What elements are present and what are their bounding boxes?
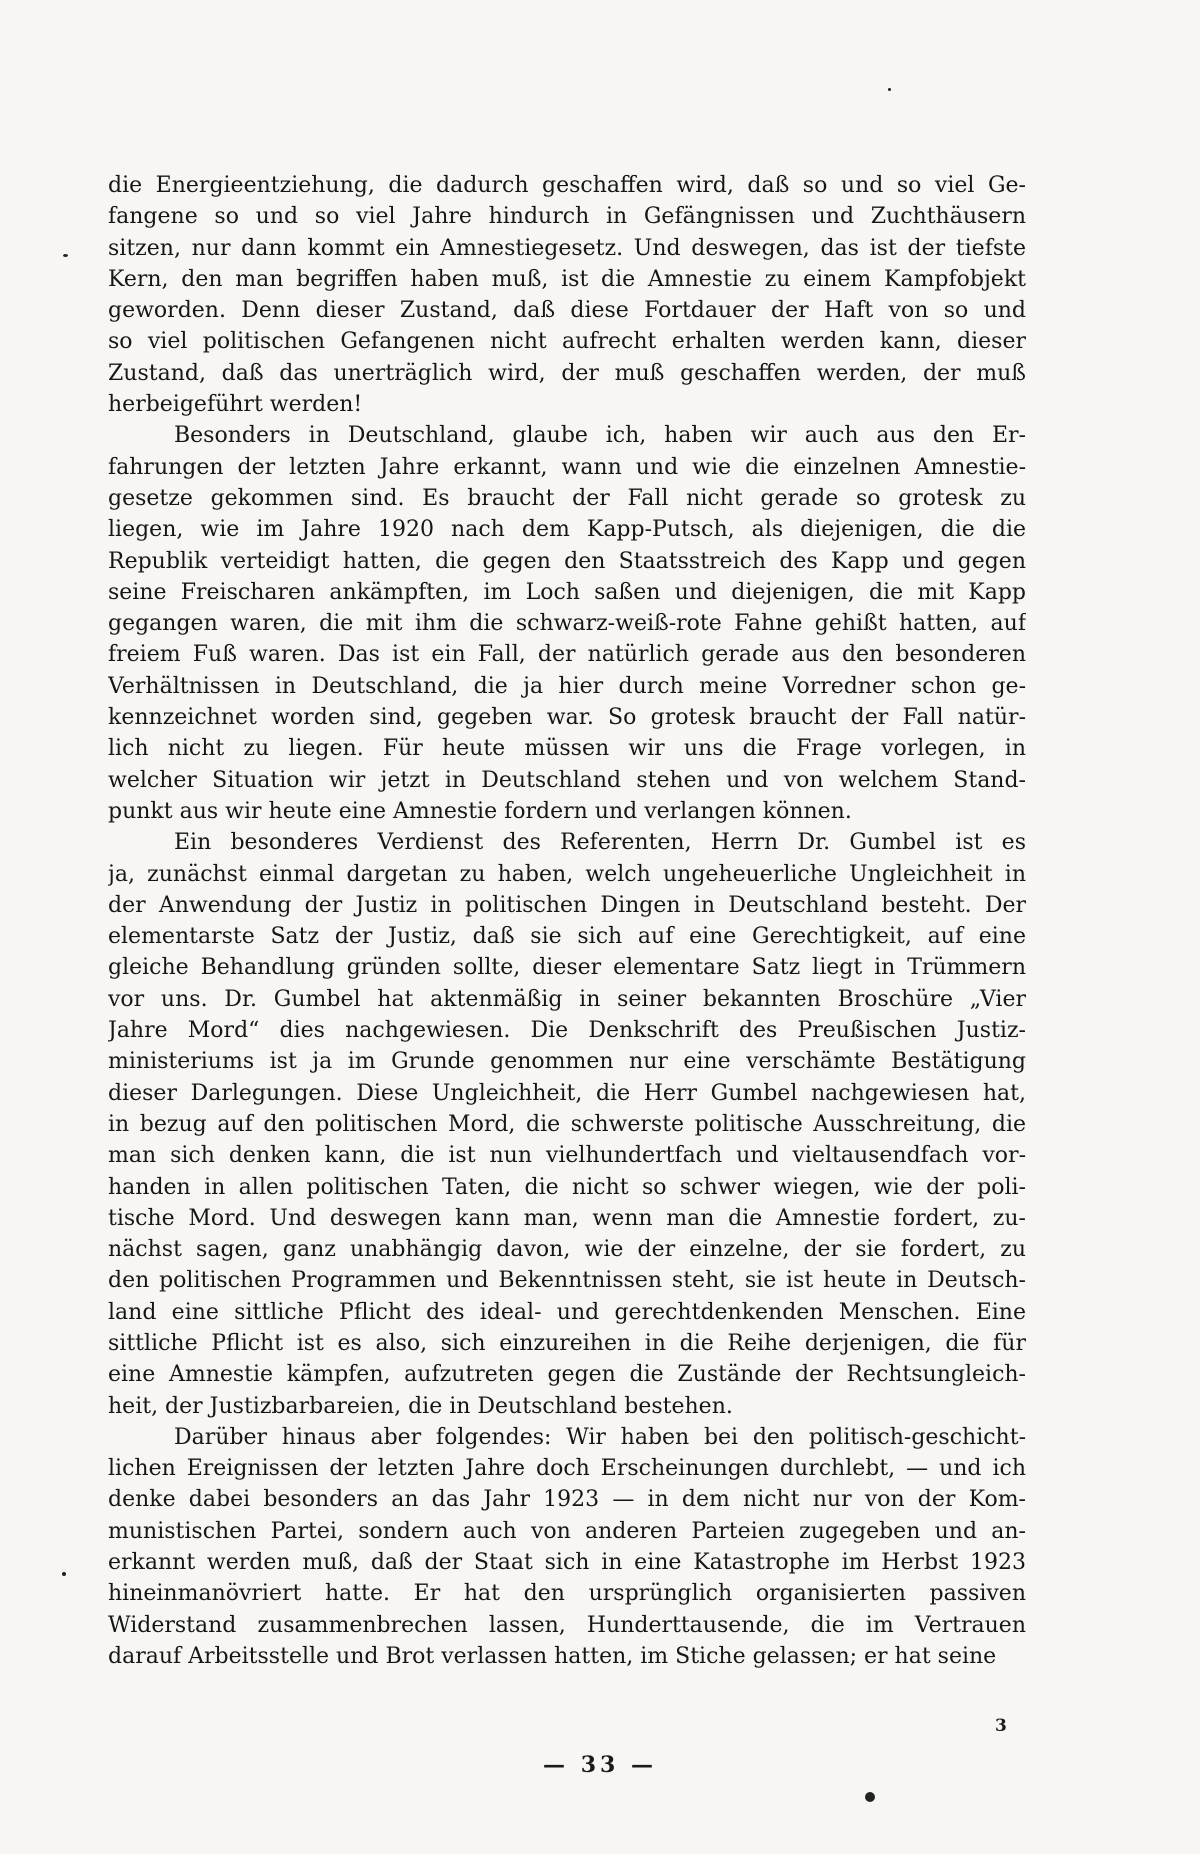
text-line: seine Freischaren ankämpften, im Loch saßen und diejenigen, die mit Kapp <box>108 579 1026 605</box>
paragraph <box>108 827 1026 1422</box>
print-speck <box>62 1572 66 1576</box>
text-line: erkannt werden muß, daß der Staat sich in eine Katastrophe im Herbst 1923 <box>108 1550 1026 1576</box>
text-line: Zustand, daß das unerträglich wird, der muß geschaffen werden, der muß <box>108 360 1026 386</box>
text-line: Jahre Mord“ dies nachgewiesen. Die Denkschrift des Preußischen Justiz- <box>108 1018 1026 1044</box>
text-line: denke dabei besonders an das Jahr 1923 — in dem nicht nur von der Kom- <box>108 1487 1026 1513</box>
text-line: sittliche Pflicht ist es also, sich einzureihen in die Reihe derjenigen, die für <box>108 1330 1026 1356</box>
paragraph <box>108 1422 1026 1672</box>
text-line: freiem Fuß waren. Das ist ein Fall, der natürlich gerade aus den besonderen <box>108 642 1026 668</box>
paragraph <box>108 420 1026 827</box>
text-line: fangene so und so viel Jahre hindurch in Gefängnissen und Zuchthäusern <box>108 204 1026 230</box>
text-line: heit, der Justizbarbareien, die in Deutschland bestehen. <box>108 1393 733 1419</box>
text-line: munistischen Partei, sondern auch von anderen Parteien zugegeben und an- <box>108 1518 1026 1544</box>
text-line: ministeriums ist ja im Grunde genommen nur eine verschämte Bestätigung <box>108 1049 1026 1075</box>
text-line: Kern, den man begriffen haben muß, ist die Amnestie zu einem Kampfobjekt <box>108 266 1026 292</box>
text-line: dieser Darlegungen. Diese Ungleichheit, die Herr Gumbel nachgewiesen hat, <box>108 1080 1026 1106</box>
text-line: Ein besonderes Verdienst des Referenten, Herrn Dr. Gumbel ist es <box>174 830 1026 856</box>
text-line: eine Amnestie kämpfen, aufzutreten gegen die Zustände der Rechtsungleich- <box>108 1362 1026 1388</box>
text-line: punkt aus wir heute eine Amnestie fordern und verlangen können. <box>108 798 852 824</box>
page-number: — 33 — <box>543 1752 657 1778</box>
text-line: nächst sagen, ganz unabhängig davon, wie der einzelne, der sie fordert, zu <box>108 1237 1026 1263</box>
print-speck <box>888 88 891 91</box>
text-line: Widerstand zusammenbrechen lassen, Hunderttausende, die im Vertrauen <box>108 1612 1026 1638</box>
text-line: der Anwendung der Justiz in politischen Dingen in Deutschland besteht. Der <box>108 892 1026 918</box>
paragraph <box>108 170 1026 420</box>
print-speck <box>63 254 68 257</box>
text-line: den politischen Programmen und Bekenntnissen steht, sie ist heute in Deutsch- <box>108 1268 1026 1294</box>
text-line: kennzeichnet worden sind, gegeben war. So grotesk braucht der Fall natür- <box>108 705 1026 731</box>
text-line: Verhältnissen in Deutschland, die ja hier durch meine Vorredner schon ge- <box>108 673 1026 699</box>
text-line: darauf Arbeitsstelle und Brot verlassen hatten, im Stiche gelassen; er hat seine <box>108 1643 997 1669</box>
text-line: Besonders in Deutschland, glaube ich, haben wir auch aus den Er- <box>174 423 1026 449</box>
text-line: elementarste Satz der Justiz, daß sie sich auf eine Gerechtigkeit, auf eine <box>108 924 1026 950</box>
print-speck <box>865 1792 875 1802</box>
text-line: die Energieentziehung, die dadurch geschaffen wird, daß so und so viel Ge- <box>108 173 1026 198</box>
text-line: liegen, wie im Jahre 1920 nach dem Kapp-Putsch, als diejenigen, die die <box>108 517 1026 543</box>
text-line: man sich denken kann, die ist nun vielhundertfach und vieltausendfach vor- <box>108 1143 1026 1169</box>
signature-mark: 3 <box>995 1716 1007 1736</box>
text-line: vor uns. Dr. Gumbel hat aktenmäßig in seiner bekannten Broschüre „Vier <box>108 986 1026 1012</box>
text-line: Republik verteidigt hatten, die gegen den Staatsstreich des Kapp und gegen <box>108 548 1026 574</box>
text-line: in bezug auf den politischen Mord, die schwerste politische Ausschreitung, die <box>108 1111 1026 1137</box>
text-line: gesetze gekommen sind. Es braucht der Fall nicht gerade so grotesk zu <box>108 485 1026 511</box>
text-line: herbeigeführt werden! <box>108 392 363 418</box>
text-line: sitzen, nur dann kommt ein Amnestiegesetz. Und deswegen, das ist der tiefste <box>108 235 1026 261</box>
text-line: land eine sittliche Pflicht des ideal- und gerechtdenkenden Menschen. Eine <box>108 1299 1026 1325</box>
text-line: handen in allen politischen Taten, die nicht so schwer wiegen, wie der poli- <box>108 1174 1026 1200</box>
text-line: welcher Situation wir jetzt in Deutschland stehen und von welchem Stand- <box>108 767 1026 793</box>
text-line: tische Mord. Und deswegen kann man, wenn man die Amnestie fordert, zu- <box>108 1205 1026 1231</box>
body-text <box>108 170 1026 1672</box>
text-line: so viel politischen Gefangenen nicht aufrecht erhalten werden kann, dieser <box>108 329 1026 355</box>
text-line: fahrungen der letzten Jahre erkannt, wann und wie die einzelnen Amnestie- <box>108 454 1026 480</box>
text-line: Darüber hinaus aber folgendes: Wir haben bei den politisch-geschicht- <box>174 1424 1026 1450</box>
text-line: hineinmanövriert hatte. Er hat den ursprünglich organisierten passiven <box>108 1581 1026 1607</box>
text-line: ja, zunächst einmal dargetan zu haben, welch ungeheuerliche Ungleichheit in <box>108 861 1026 887</box>
text-line: gegangen waren, die mit ihm die schwarz-weiß-rote Fahne gehißt hatten, auf <box>108 611 1026 637</box>
text-line: lich nicht zu liegen. Für heute müssen wir uns die Frage vorlegen, in <box>108 736 1026 762</box>
text-line: lichen Ereignissen der letzten Jahre doch Erscheinungen durchlebt, — und ich <box>108 1456 1026 1482</box>
text-line: geworden. Denn dieser Zustand, daß diese Fortdauer der Haft von so und <box>108 298 1026 324</box>
text-line: gleiche Behandlung gründen sollte, dieser elementare Satz liegt in Trümmern <box>108 955 1026 981</box>
